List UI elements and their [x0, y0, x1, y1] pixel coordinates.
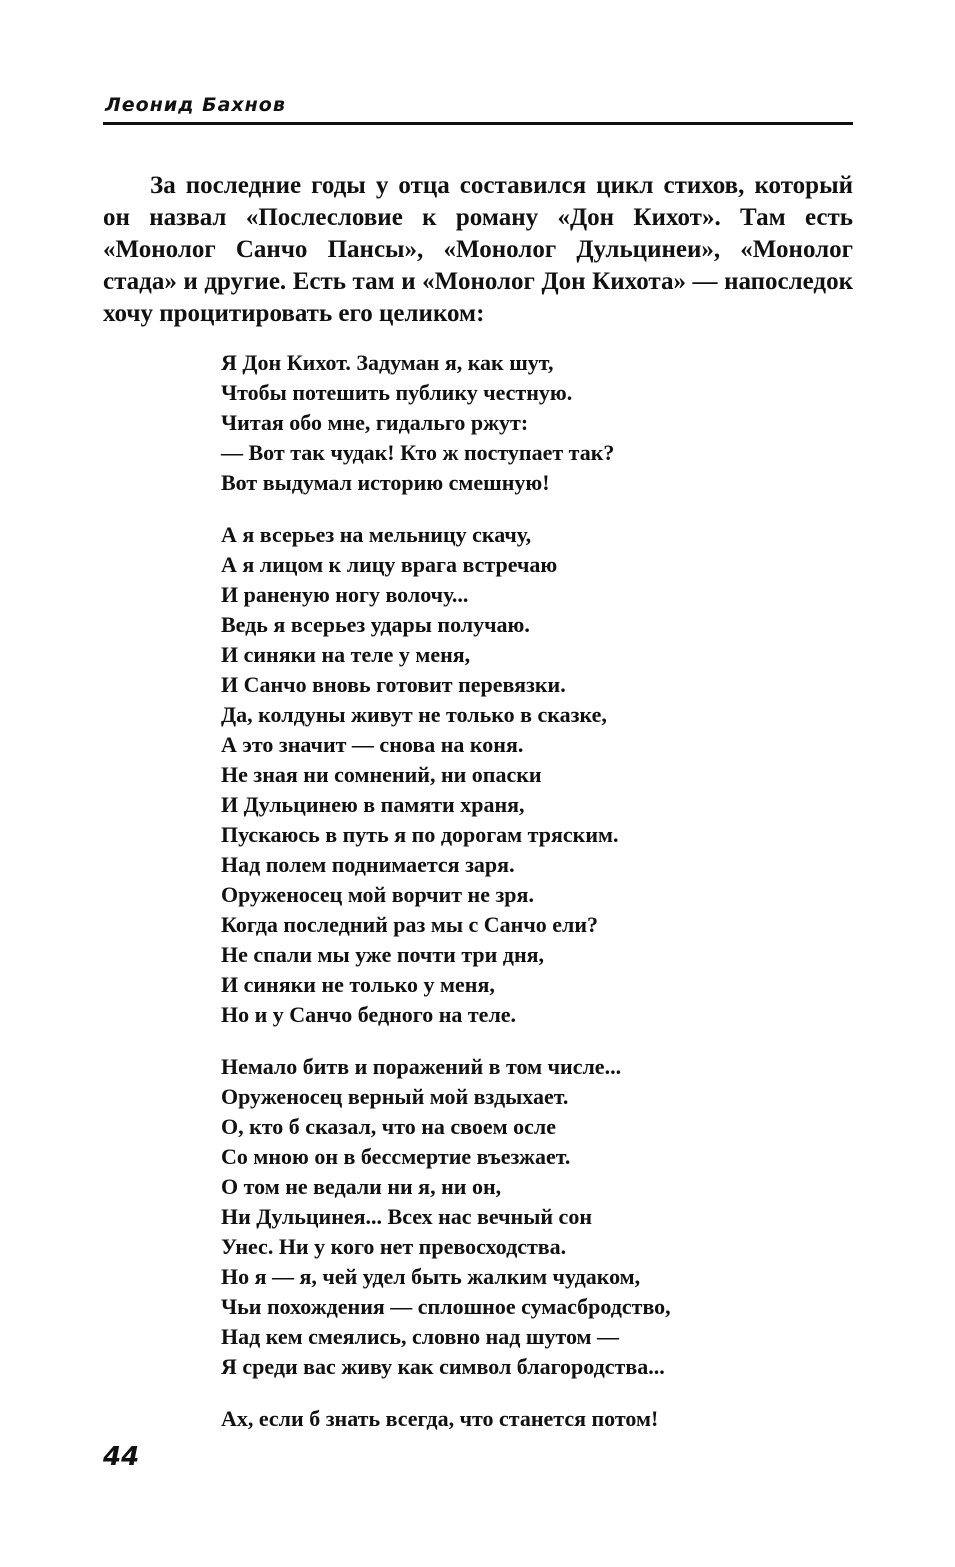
verse-line: Чтобы потешить публику честную.: [221, 380, 573, 405]
verse-line: Я среди вас живу как символ благородства...: [221, 1354, 665, 1379]
verse-line: И Санчо вновь готовит перевязки.: [221, 672, 566, 697]
verse-line: — Вот так чудак! Кто ж поступает так?: [221, 440, 615, 465]
author-name: Леонид Бахнов: [105, 94, 286, 116]
verse-line: Но и у Санчо бедного на теле.: [221, 1002, 517, 1027]
stanza-2: [221, 520, 841, 1030]
stanza-3: [221, 1052, 841, 1382]
verse-line: Чьи похождения — сплошное сумасбродство,: [221, 1294, 671, 1319]
poem: [221, 348, 841, 1456]
verse-line: Да, колдуны живут не только в сказке,: [221, 702, 607, 727]
verse-line: Вот выдумал историю смешную!: [221, 470, 550, 495]
verse-line: А это значит — снова на коня.: [221, 732, 524, 757]
verse-line: Не спали мы уже почти три дня,: [221, 942, 545, 967]
intro-paragraph: За последние годы у отца составился цикл стихов, который он назвал «Послесловие к роману «Дон Кихот». Там есть «Монолог Санчо Пансы», «Монолог Дульцинеи», «Монолог стада» и другие. Есть там и «Монолог Дон Кихота» — напоследок хочу процитировать его целиком:: [103, 172, 853, 327]
verse-line: Когда последний раз мы с Санчо ели?: [221, 912, 599, 937]
verse-line: О, кто б сказал, что на своем осле: [221, 1114, 557, 1139]
verse-line: И синяки на теле у меня,: [221, 642, 471, 667]
verse-line: А я всерьез на мельницу скачу,: [221, 522, 532, 547]
verse-line: А я лицом к лицу врага встречаю: [221, 552, 558, 577]
verse-line: Но я — я, чей удел быть жалким чудаком,: [221, 1264, 641, 1289]
verse-line: Ни Дульцинея... Всех нас вечный сон: [221, 1204, 592, 1229]
verse-line: О том не ведали ни я, ни он,: [221, 1174, 502, 1199]
verse-line: Оруженосец верный мой вздыхает.: [221, 1084, 569, 1109]
verse-line: Оруженосец мой ворчит не зря.: [221, 882, 534, 907]
verse-line: Над кем смеялись, словно над шутом —: [221, 1324, 620, 1349]
verse-line: Со мною он в бессмертие въезжает.: [221, 1144, 571, 1169]
verse-line: Ах, если б знать всегда, что станется потом!: [221, 1406, 659, 1431]
verse-line: Не зная ни сомнений, ни опаски: [221, 762, 542, 787]
running-head: [103, 92, 853, 125]
page-number: 44: [103, 1442, 140, 1472]
verse-line: Читая обо мне, гидальго ржут:: [221, 410, 529, 435]
verse-line: Немало битв и поражений в том числе...: [221, 1054, 622, 1079]
verse-line: И Дульцинею в памяти храня,: [221, 792, 525, 817]
verse-line: Ведь я всерьез удары получаю.: [221, 612, 530, 637]
verse-line: Я Дон Кихот. Задуман я, как шут,: [221, 350, 554, 375]
verse-line: И раненую ногу волочу...: [221, 582, 469, 607]
stanza-1: [221, 348, 841, 498]
verse-line: Унес. Ни у кого нет превосходства.: [221, 1234, 567, 1259]
stanza-4: [221, 1404, 841, 1434]
intro-text: [103, 170, 853, 330]
verse-line: Над полем поднимается заря.: [221, 852, 515, 877]
verse-line: И синяки не только у меня,: [221, 972, 495, 997]
verse-line: Пускаюсь в путь я по дорогам тряским.: [221, 822, 619, 847]
